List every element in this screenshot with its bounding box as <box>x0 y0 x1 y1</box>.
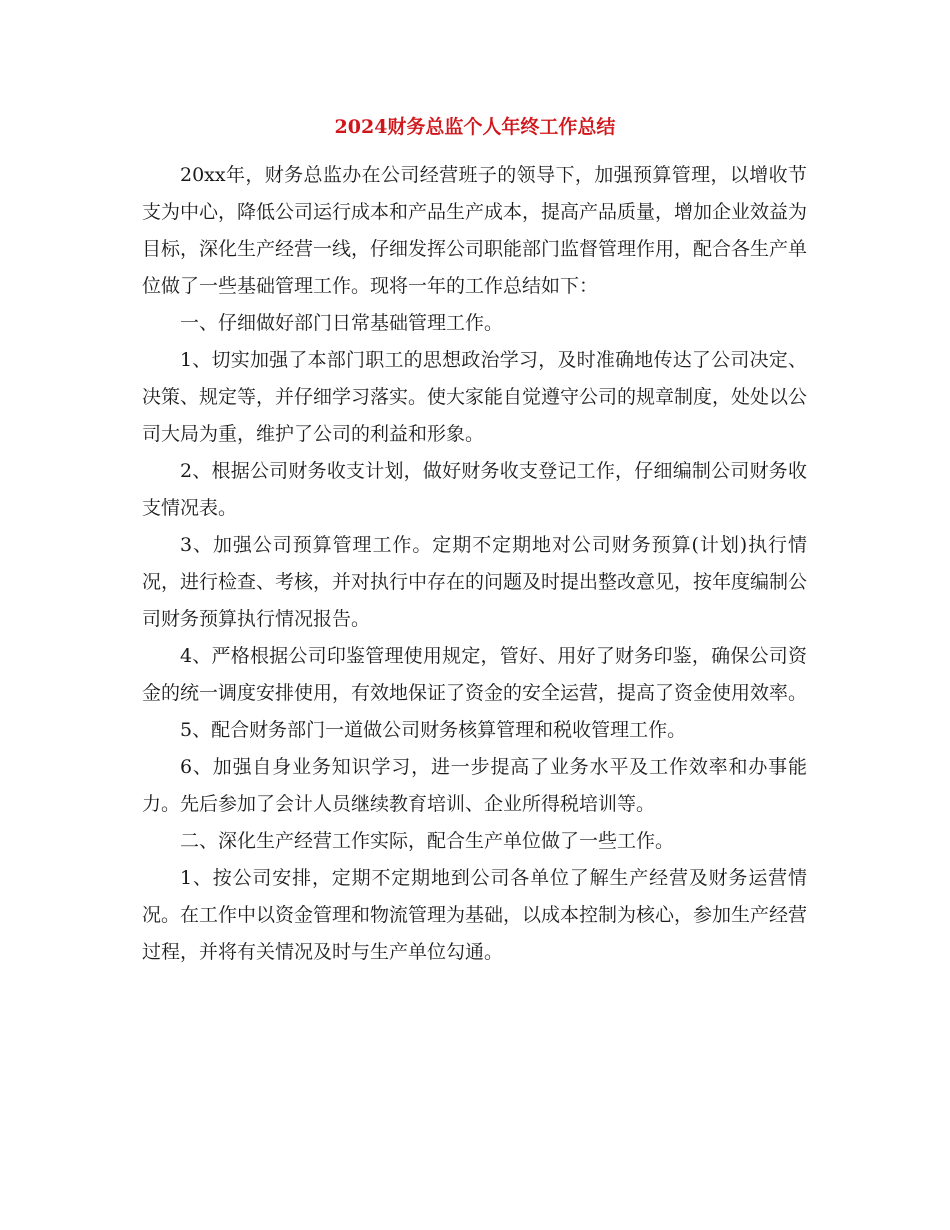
section-heading-2: 二、深化生产经营工作实际，配合生产单位做了一些工作。 <box>180 830 675 852</box>
paragraph-1-4: 4、严格根据公司印鉴管理使用规定，管好、用好了财务印鉴，确保公司资金的统一调度安排使用，有效地保证了资金的安全运营，提高了资金使用效率。 <box>142 645 808 704</box>
paragraph-1-2: 2、根据公司财务收支计划，做好财务收支登记工作，仔细编制公司财务收支情况表。 <box>142 460 807 519</box>
paragraph-2-1: 1、按公司安排，定期不定期地到公司各单位了解生产经营及财务运营情况。在工作中以资金管理和物流管理为基础，以成本控制为核心，参加生产经营过程，并将有关情况及时与生产单位勾通。 <box>142 867 808 963</box>
document-body <box>142 157 807 971</box>
document-title: 2024财务总监个人年终工作总结 <box>334 116 616 138</box>
paragraph-1-5: 5、配合财务部门一道做公司财务核算管理和税收管理工作。 <box>180 719 687 741</box>
section-heading-1: 一、仔细做好部门日常基础管理工作。 <box>180 312 504 334</box>
paragraph-1-3: 3、加强公司预算管理工作。定期不定期地对公司财务预算(计划)执行情况，进行检查、考核，并对执行中存在的问题及时提出整改意见，按年度编制公司财务预算执行情况报告。 <box>142 534 808 630</box>
paragraph-1-6: 6、加强自身业务知识学习，进一步提高了业务水平及工作效率和办事能力。先后参加了会计人员继续教育培训、企业所得税培训等。 <box>142 756 807 815</box>
paragraph-intro: 20xx年，财务总监办在公司经营班子的领导下，加强预算管理，以增收节支为中心，降低公司运行成本和产品生产成本，提高产品质量，增加企业效益为目标，深化生产经营一线，仔细发挥公司职能部门监督管理作用，配合各生产单位做了一些基础管理工作。现将一年的工作总结如下： <box>142 164 808 297</box>
paragraph-1-1: 1、切实加强了本部门职工的思想政治学习，及时准确地传达了公司决定、决策、规定等，并仔细学习落实。使大家能自觉遵守公司的规章制度，处处以公司大局为重，维护了公司的利益和形象。 <box>142 349 808 445</box>
